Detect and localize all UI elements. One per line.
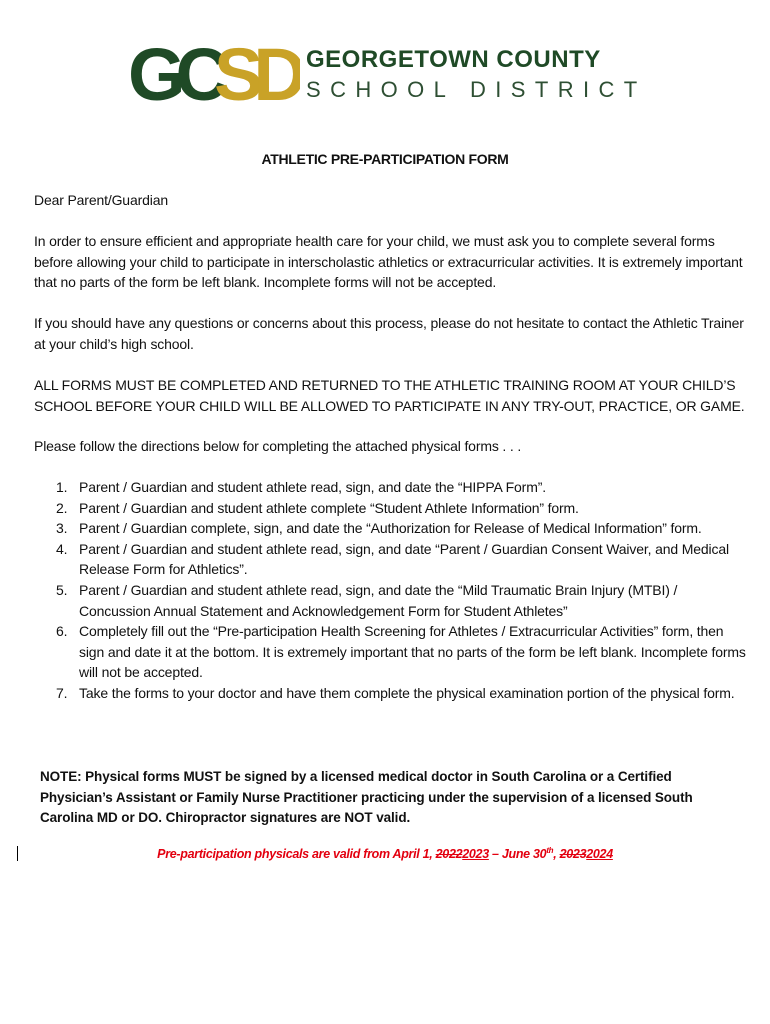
list-item (34, 683, 746, 704)
directions-list (34, 477, 746, 704)
deleted-end-year: 2023 (559, 847, 587, 861)
list-item-text: Completely fill out the “Pre-participation Health Screening for Athletes / Extracurricular Activities” form, then sign and date it at the bottom. It is extremely important that no parts of the form be left blank. Incomplete forms will not be accepted. (79, 623, 746, 681)
district-logo (128, 38, 658, 110)
logo-wordmark (306, 46, 647, 104)
form-title: ATHLETIC PRE-PARTICIPATION FORM (261, 151, 509, 167)
inserted-start-year: 2023 (462, 847, 489, 861)
requirement-paragraph: ALL FORMS MUST BE COMPLETED AND RETURNED TO THE ATHLETIC TRAINING ROOM AT YOUR CHILD’S SCHOOL BEFORE YOUR CHILD WILL BE ALLOWED TO PARTICIPATE IN ANY TRY-OUT, PRACTICE, OR GAME. (34, 377, 745, 414)
list-item-text: Parent / Guardian and student athlete read, sign, and date “Parent / Guardian Consent Waiver, and Medical Release Form for Athletics”. (79, 540, 729, 578)
validity-notice (0, 847, 770, 861)
validity-middle: – June 30 (488, 847, 547, 861)
validity-comma: , (553, 847, 560, 861)
list-item (34, 580, 746, 621)
svg-text:GC: GC (128, 38, 219, 110)
deleted-start-year: 2022 (435, 847, 463, 861)
list-item-number: 6. (56, 623, 68, 640)
list-item-text: Parent / Guardian and student athlete read, sign, and date the “HIPPA Form”. (79, 479, 546, 495)
contact-paragraph: If you should have any questions or concerns about this process, please do not hesitate to contact the Athletic Trainer at your child’s high school. (34, 315, 744, 352)
inserted-end-year: 2024 (586, 847, 613, 861)
list-item-number: 7. (56, 684, 68, 701)
list-item (34, 477, 746, 498)
svg-text:SD: SD (214, 38, 297, 110)
logo-line-district: SCHOOL DISTRICT (306, 77, 647, 102)
list-item (34, 518, 746, 539)
list-item (34, 621, 746, 683)
gcsd-logo-mark (128, 38, 300, 110)
directions-intro: Please follow the directions below for completing the attached physical forms . . . (34, 438, 522, 454)
validity-prefix: Pre-participation physicals are valid from April 1, (157, 847, 436, 861)
list-item-number: 5. (56, 581, 68, 598)
list-item-text: Take the forms to your doctor and have them complete the physical examination portion of the physical form. (79, 684, 735, 701)
list-item (34, 498, 746, 519)
list-item-text: Parent / Guardian and student athlete read, sign, and date the “Mild Traumatic Brain Injury (MTBI) / Concussion Annual Statement and Acknowledgement Form for Student Athletes” (79, 581, 678, 619)
salutation: Dear Parent/Guardian (34, 192, 168, 208)
ordinal-suffix: th (546, 845, 554, 855)
list-item-text: Parent / Guardian complete, sign, and date the “Authorization for Release of Medical Information” form. (79, 520, 702, 537)
list-item-number: 1. (56, 479, 68, 495)
list-item-text: Parent / Guardian and student athlete complete “Student Athlete Information” form. (79, 499, 579, 516)
list-item-number: 4. (56, 540, 68, 557)
physician-note: NOTE: Physical forms MUST be signed by a licensed medical doctor in South Carolina or a Certified Physician’s Assistant or Family Nurse Practitioner practicing under the supervision of a licensed South Carolina MD or DO. Chiropractor signatures are NOT valid. (40, 769, 693, 826)
logo-line-county: GEORGETOWN COUNTY (306, 46, 601, 73)
list-item (34, 539, 746, 580)
list-item-number: 2. (56, 499, 68, 516)
intro-paragraph: In order to ensure efficient and appropriate health care for your child, we must ask you to complete several forms before allowing your child to participate in interscholastic athletics or extracurricular activities. It is extremely important that no parts of the form be left blank. Incomplete forms will not be accepted. (34, 233, 743, 290)
list-item-number: 3. (56, 520, 68, 537)
